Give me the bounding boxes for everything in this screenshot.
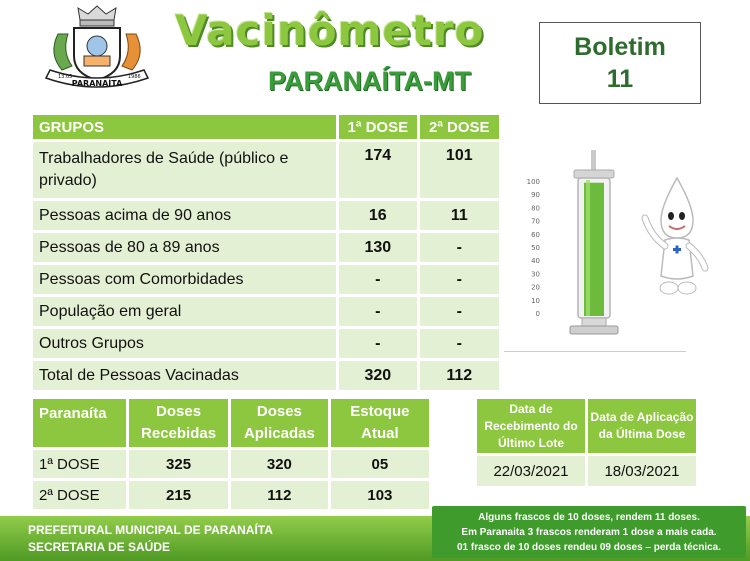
mascot-drop-icon: [635, 176, 715, 306]
table-row: [33, 142, 499, 198]
dose1-value: -: [339, 329, 416, 358]
bulletin-box: [539, 22, 701, 104]
table-row: [33, 265, 499, 294]
footer-organization: [28, 522, 273, 556]
total-dose1: 320: [339, 361, 416, 390]
total-label: Total de Pessoas Vacinadas: [33, 361, 336, 390]
header-dose1: 1ª DOSE: [339, 115, 416, 139]
dose2-value: -: [420, 297, 499, 326]
group-label: Pessoas de 80 a 89 anos: [33, 233, 336, 262]
group-label: Pessoas acima de 90 anos: [33, 201, 336, 230]
dose1-value: -: [339, 265, 416, 294]
groups-table-header: [33, 115, 499, 139]
scale-tick-label: 100: [526, 178, 540, 186]
dose1-value: 174: [339, 142, 416, 198]
dose2-value: -: [420, 233, 499, 262]
header-last-application: Data de Aplicação da Última Dose: [588, 399, 696, 453]
table-row: [33, 450, 429, 478]
svg-text:PARANAÍTA: PARANAÍTA: [71, 79, 123, 88]
bulletin-number: 11: [606, 65, 634, 93]
doses-table-header: [33, 399, 429, 447]
footer-line-1: PREFEITURAL MUNICIPAL DE PARANAÍTA: [28, 523, 273, 537]
note-box: [432, 506, 746, 558]
last-application-date: 18/03/2021: [588, 456, 696, 486]
dose-label: 1ª DOSE: [33, 450, 126, 478]
scale-tick-label: 20: [531, 283, 540, 292]
table-row: [477, 456, 696, 486]
table-row: [33, 233, 499, 262]
scale-tick-label: 90: [531, 191, 540, 200]
applied-value: 320: [231, 450, 328, 478]
table-row: [33, 201, 499, 230]
header-last-batch: Data de Recebimento do Último Lote: [477, 399, 585, 453]
page-title: Vacinômetro: [175, 6, 485, 55]
stock-value: 05: [331, 450, 429, 478]
header-municipality: Paranaíta: [33, 399, 126, 447]
footer-line-2: SECRETARIA DE SAÚDE: [28, 540, 171, 554]
table-row: [33, 481, 429, 509]
note-line-3: 01 frasco de 10 doses rendeu 09 doses – perda técnica.: [456, 542, 721, 553]
dose-label: 2ª DOSE: [33, 481, 126, 509]
doses-table: [30, 396, 432, 512]
dose1-value: 130: [339, 233, 416, 262]
dose2-value: 11: [420, 201, 499, 230]
scale-tick-label: 0: [535, 310, 540, 318]
total-dose2: 112: [420, 361, 499, 390]
total-row: [33, 361, 499, 390]
header-applied: Doses Aplicadas: [231, 399, 328, 447]
header-stock: Estoque Atual: [331, 399, 429, 447]
note-line-1: Alguns frascos de 10 doses, rendem 11 doses.: [478, 512, 700, 523]
table-row: [33, 329, 499, 358]
svg-text:1986: 1986: [128, 74, 141, 80]
scale-tick-label: 40: [531, 257, 540, 266]
syringe-gauge: [518, 150, 630, 340]
header-received: Doses Recebidas: [129, 399, 228, 447]
dose2-value: -: [420, 329, 499, 358]
scale-tick-label: 80: [531, 204, 540, 213]
dates-table: [474, 396, 699, 489]
group-label: Outros Grupos: [33, 329, 336, 358]
header-dose2: 2ª DOSE: [420, 115, 499, 139]
last-batch-date: 22/03/2021: [477, 456, 585, 486]
dose2-value: -: [420, 265, 499, 294]
scale-tick-label: 50: [531, 244, 540, 252]
group-label: Trabalhadores de Saúde (público e privado): [33, 142, 336, 198]
applied-value: 112: [231, 481, 328, 509]
dates-table-header: [477, 399, 696, 453]
scale-tick-label: 60: [531, 230, 540, 239]
svg-text:13.05: 13.05: [58, 74, 73, 80]
note-line-2: Em Paranaita 3 frascos renderam 1 dose a mais cada.: [461, 527, 717, 538]
dose2-value: 101: [420, 142, 499, 198]
received-value: 215: [129, 481, 228, 509]
stock-value: 103: [331, 481, 429, 509]
table-row: [33, 297, 499, 326]
header-groups: GRUPOS: [33, 115, 336, 139]
group-label: População em geral: [33, 297, 336, 326]
scale-tick-label: 10: [531, 296, 540, 305]
bulletin-label: Boletim: [574, 33, 666, 61]
dose1-value: -: [339, 297, 416, 326]
divider: [504, 351, 686, 352]
group-label: Pessoas com Comorbidades: [33, 265, 336, 294]
received-value: 325: [129, 450, 228, 478]
page-subtitle: PARANAÍTA-MT: [268, 66, 471, 96]
scale-tick-label: 30: [531, 270, 540, 279]
municipal-crest: [38, 4, 156, 96]
scale-tick-label: 70: [531, 217, 540, 226]
dose1-value: 16: [339, 201, 416, 230]
groups-table: [30, 112, 502, 393]
